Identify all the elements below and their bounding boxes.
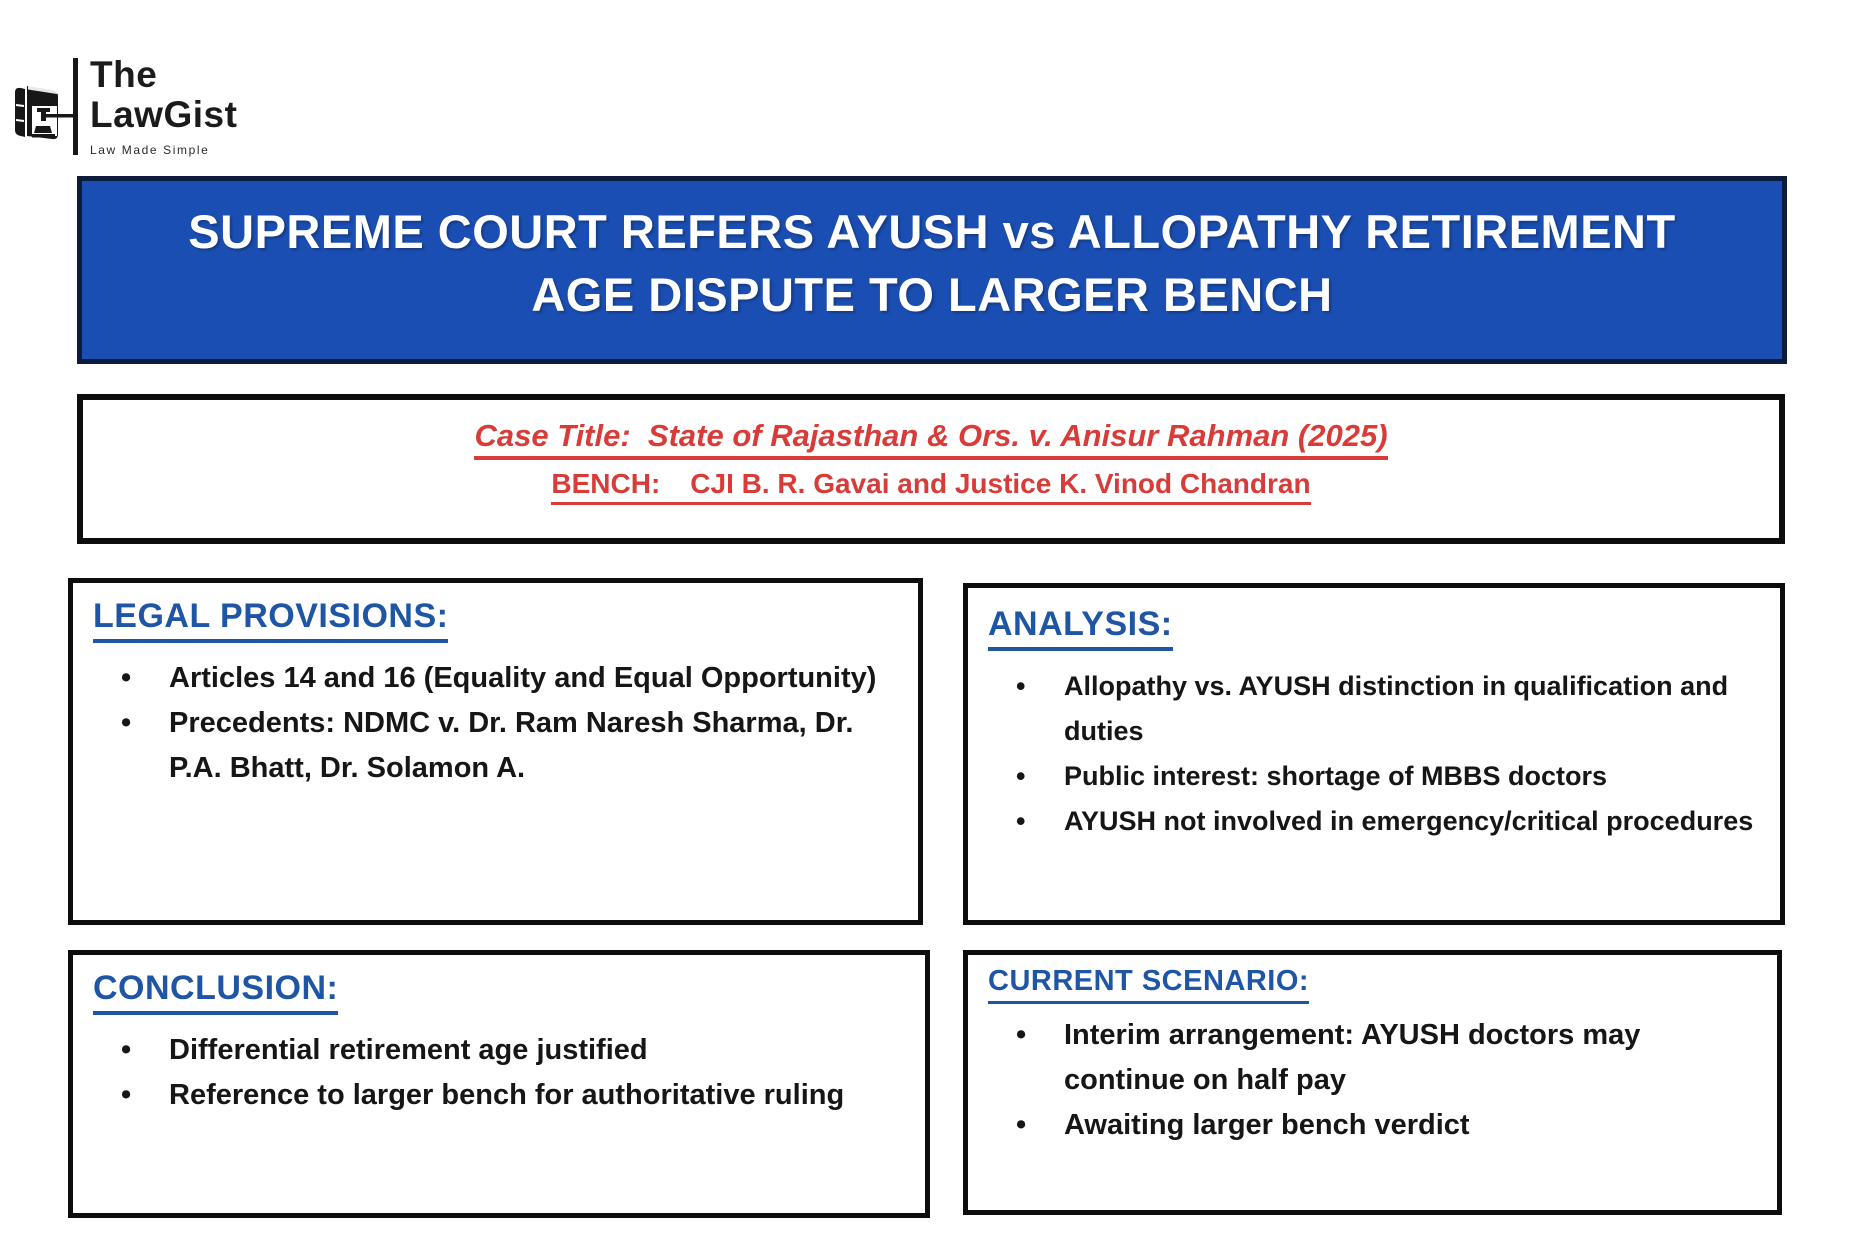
analysis-list xyxy=(988,664,1772,844)
conclusion-heading: CONCLUSION: xyxy=(93,969,338,1015)
list-item: • Reference to larger bench for authoritative ruling xyxy=(93,1073,917,1118)
bench-line xyxy=(551,468,1310,505)
headline-banner xyxy=(77,176,1787,364)
bench-value: CJI B. R. Gavai and Justice K. Vinod Chandran xyxy=(690,468,1311,499)
list-item: • Allopathy vs. AYUSH distinction in qualification and duties xyxy=(988,664,1772,754)
section-legal-provisions xyxy=(68,578,923,925)
case-title-box xyxy=(77,394,1785,544)
list-item: • Articles 14 and 16 (Equality and Equal Opportunity) xyxy=(93,656,910,701)
section-current-scenario xyxy=(963,950,1782,1215)
logo-wordmark xyxy=(90,55,237,135)
legal-provisions-list xyxy=(93,656,910,791)
logo-divider-bar xyxy=(73,58,78,155)
logo-word-lawgist: LawGist xyxy=(90,94,238,135)
analysis-heading: ANALYSIS: xyxy=(988,605,1173,651)
bench-label: BENCH: xyxy=(551,468,661,499)
list-item: • Precedents: NDMC v. Dr. Ram Naresh Sharma, Dr. P.A. Bhatt, Dr. Solamon A. xyxy=(93,701,910,791)
list-item: • AYUSH not involved in emergency/critical procedures xyxy=(988,799,1772,844)
headline-line-1: SUPREME COURT REFERS AYUSH vs ALLOPATHY RETIREMENT xyxy=(188,205,1676,258)
list-item: • Awaiting larger bench verdict xyxy=(988,1103,1769,1148)
list-item: • Differential retirement age justified xyxy=(93,1028,917,1073)
list-item: • Interim arrangement: AYUSH doctors may continue on half pay xyxy=(988,1013,1769,1103)
logo-word-the: The xyxy=(90,54,158,95)
section-conclusion xyxy=(68,950,930,1218)
case-title-text: Case Title: State of Rajasthan & Ors. v. Anisur Rahman (2025) xyxy=(474,418,1387,460)
headline-line-2: AGE DISPUTE TO LARGER BENCH xyxy=(531,268,1333,321)
current-scenario-heading: CURRENT SCENARIO: xyxy=(988,965,1309,1004)
current-scenario-list xyxy=(988,1013,1769,1148)
section-analysis xyxy=(963,583,1785,925)
logo-tagline: Law Made Simple xyxy=(90,143,210,157)
lawgist-logo xyxy=(12,55,342,165)
book-and-gavel-icon xyxy=(12,84,74,147)
legal-provisions-heading: LEGAL PROVISIONS: xyxy=(93,597,448,643)
conclusion-list xyxy=(93,1028,917,1118)
list-item: • Public interest: shortage of MBBS doctors xyxy=(988,754,1772,799)
